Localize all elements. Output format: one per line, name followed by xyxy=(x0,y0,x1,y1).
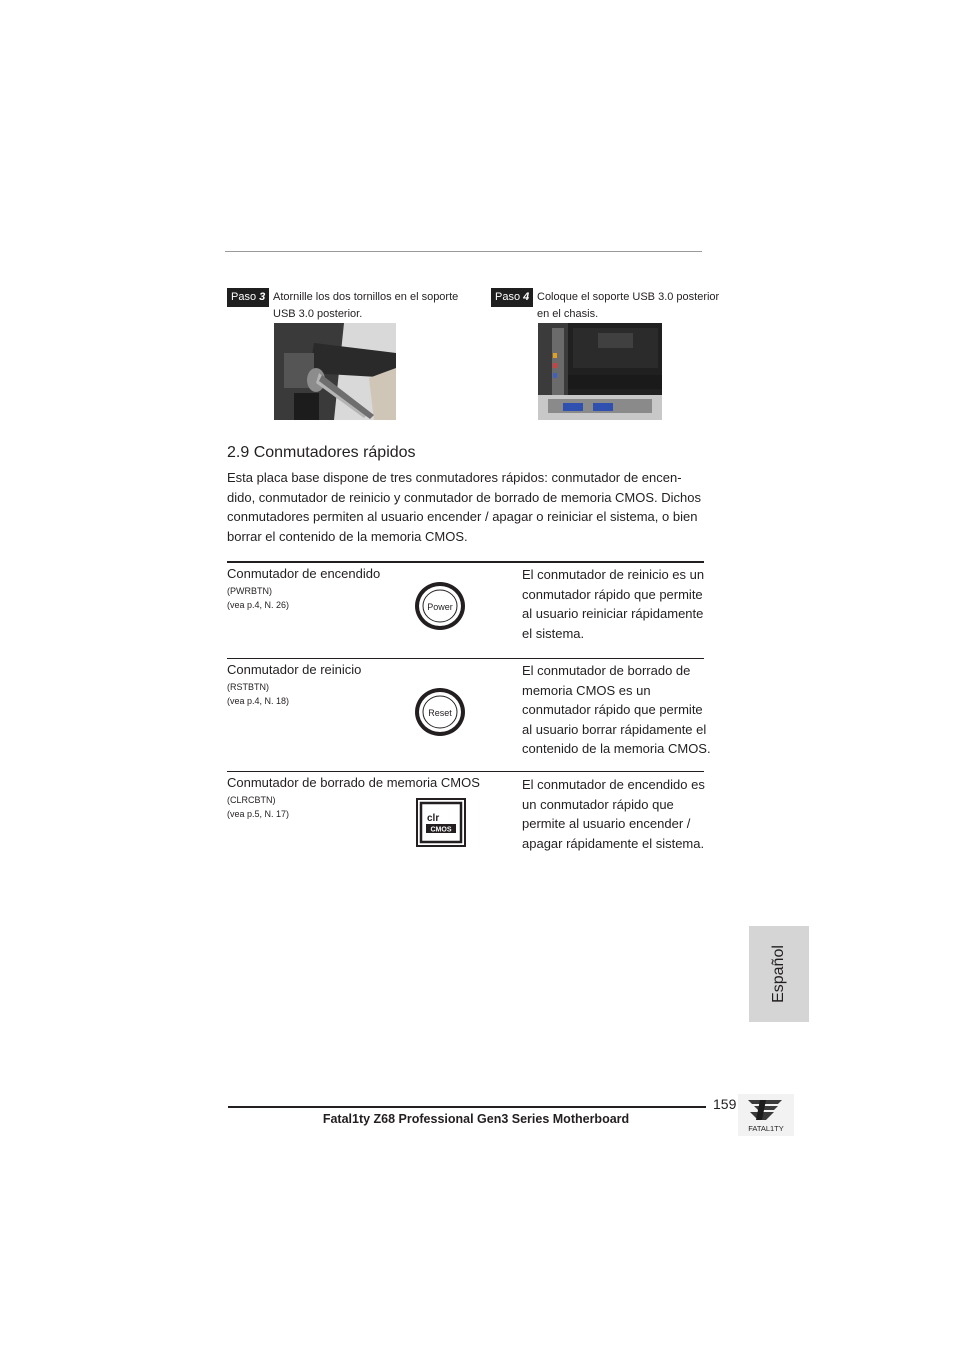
intro-line: Esta placa base dispone de tres conmutadores rápidos: conmutador de encen- xyxy=(227,470,682,485)
chassis-photo xyxy=(538,323,662,420)
intro-line: borrar el contenido de la memoria CMOS. xyxy=(227,528,468,544)
step-4-badge xyxy=(491,288,533,307)
intro-line: conmutadores permiten al usuario encender / apagar o reiniciar el sistema, o bien xyxy=(227,509,698,524)
page-number: 159 xyxy=(713,1096,737,1112)
step-3-badge xyxy=(227,288,269,307)
switch-code: (CLRCBTN) xyxy=(227,795,276,805)
switch-code: (PWRBTN) xyxy=(227,586,272,596)
desc-line: un conmutador rápido que xyxy=(522,796,674,812)
intro-line: dido, conmutador de reinicio y conmutador de borrado de memoria CMOS. Dichos xyxy=(227,489,702,505)
section-intro xyxy=(227,468,707,546)
switch-desc xyxy=(522,661,712,759)
desc-line: conmutador rápido que permite xyxy=(522,586,703,602)
table-row-rule xyxy=(227,771,704,772)
footer-title: Fatal1ty Z68 Professional Gen3 Series Motherboard xyxy=(322,1112,630,1126)
switch-ref: (vea p.5, N. 17) xyxy=(227,809,290,819)
step-text-line: USB 3.0 posterior. xyxy=(273,308,363,320)
desc-line: El conmutador de borrado de xyxy=(522,663,691,678)
power-icon-label: Power xyxy=(427,602,453,612)
step-badge-number: 3 xyxy=(259,291,266,303)
desc-line: memoria CMOS es un xyxy=(522,682,651,698)
step-4-photo xyxy=(538,323,662,420)
section-title: 2.9 Conmutadores rápidos xyxy=(227,444,416,461)
switch-ref: (vea p.4, N. 18) xyxy=(227,696,290,706)
screwdriver-photo xyxy=(274,323,396,420)
desc-line: al usuario reiniciar rápidamente xyxy=(522,606,704,621)
top-rule xyxy=(225,251,702,252)
reset-icon-label: Reset xyxy=(428,708,452,718)
step-3-text xyxy=(273,289,458,323)
desc-line: el sistema. xyxy=(522,625,585,641)
clr-cmos-button-icon xyxy=(416,798,466,847)
switch-name: Conmutador de encendido xyxy=(227,566,381,581)
desc-line: al usuario borrar rápidamente el xyxy=(522,721,707,737)
fatal1ty-logo xyxy=(738,1094,794,1136)
table-top-rule xyxy=(227,561,704,563)
desc-line: conmutador rápido que permite xyxy=(522,702,703,717)
switch-name: Conmutador de borrado de memoria CMOS xyxy=(227,775,480,790)
step-badge-number: 4 xyxy=(523,291,530,303)
step-4-text xyxy=(537,289,719,323)
step-badge-label: Paso xyxy=(231,291,257,303)
clr-icon-label: clr xyxy=(427,813,440,824)
step-badge-label: Paso xyxy=(495,291,521,303)
desc-line: permite al usuario encender / xyxy=(522,816,691,831)
step-text-line: Atornille los dos tornillos en el soporte xyxy=(273,291,459,303)
table-row-rule xyxy=(227,658,704,659)
switch-code: (RSTBTN) xyxy=(227,682,269,692)
footer-rule xyxy=(228,1106,706,1108)
switch-desc xyxy=(522,565,712,643)
switch-name: Conmutador de reinicio xyxy=(227,662,362,677)
reset-button-icon xyxy=(412,686,468,738)
switch-desc xyxy=(522,775,712,853)
desc-line: apagar rápidamente el sistema. xyxy=(522,835,705,851)
power-button-icon xyxy=(412,580,468,632)
logo-text: FATAL1TY xyxy=(748,1124,784,1133)
language-tab xyxy=(749,926,809,1022)
step-text-line: en el chasis. xyxy=(537,308,599,320)
step-3-photo xyxy=(274,323,396,420)
switch-row-reset xyxy=(227,662,361,708)
switch-ref: (vea p.4, N. 26) xyxy=(227,600,290,610)
language-tab-label: Español xyxy=(770,945,787,1003)
desc-line: El conmutador de encendido es xyxy=(522,777,705,792)
cmos-icon-label: CMOS xyxy=(430,826,452,834)
step-text-line: Coloque el soporte USB 3.0 posterior xyxy=(537,291,720,303)
desc-line: contenido de la memoria CMOS. xyxy=(522,741,711,756)
desc-line: El conmutador de reinicio es un xyxy=(522,567,705,582)
switch-row-power xyxy=(227,566,380,612)
